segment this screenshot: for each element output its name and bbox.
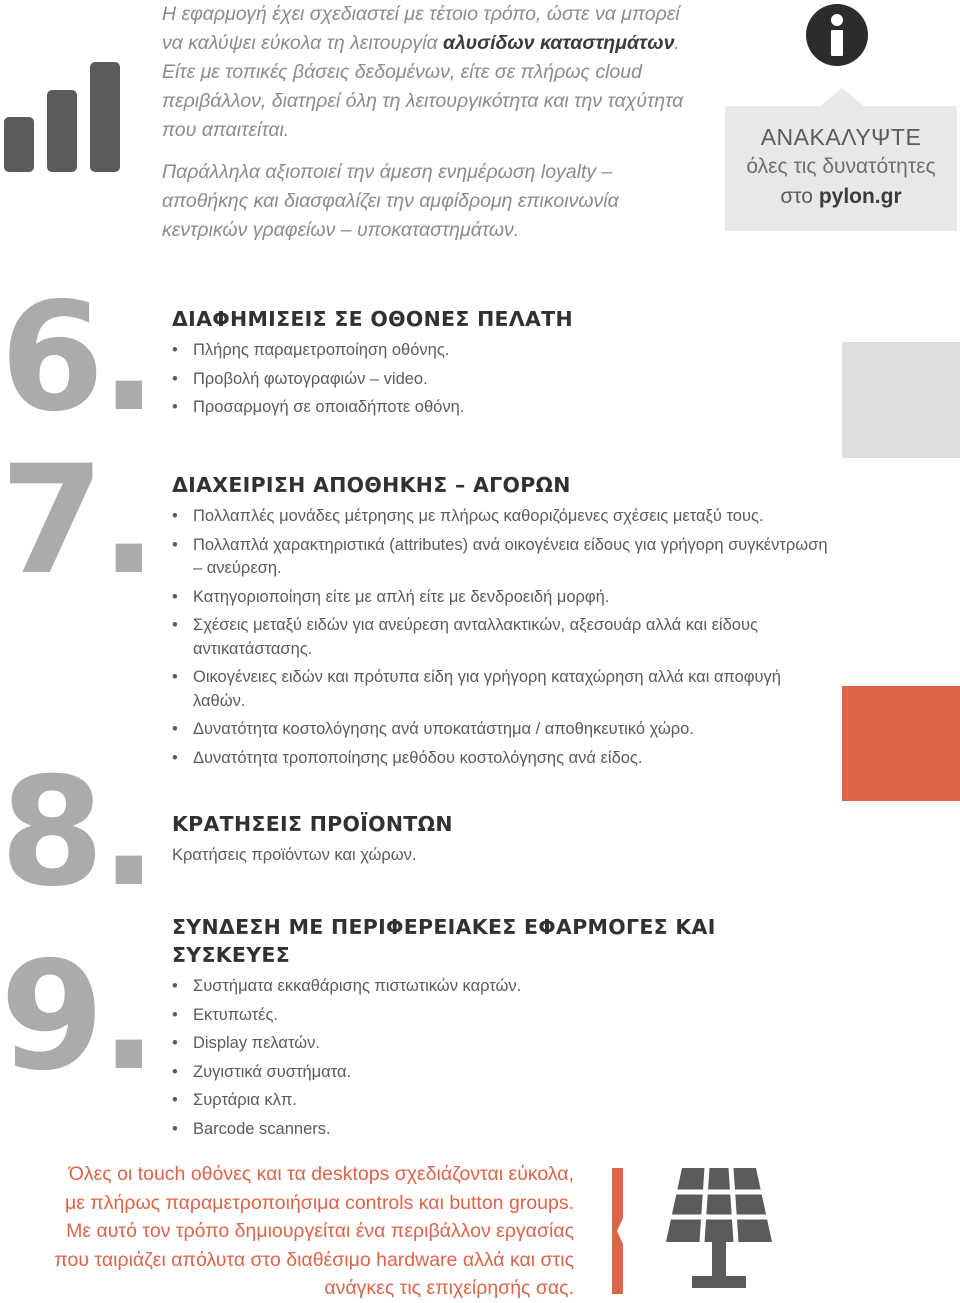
info-box-text[interactable] — [725, 122, 957, 212]
decorative-grey-square — [842, 342, 960, 458]
section-title: ΣΥΝΔΕΣΗ ΜΕ ΠΕΡΙΦΕΡΕΙΑΚΕΣ ΕΦΑΡΜΟΓΕΣ ΚΑΙ ΣΥΣΚΕΥΕΣ — [172, 915, 716, 967]
section-number-6: 6. — [0, 271, 154, 445]
list-item: • Προβολή φωτογραφιών – video. — [172, 369, 428, 388]
section-number-9: 9. — [0, 930, 154, 1104]
list-item: • Εκτυπωτές. — [172, 1005, 279, 1024]
list-item: • Πλήρης παραμετροποίηση οθόνης. — [172, 341, 450, 359]
feature-list — [172, 339, 832, 420]
list-item: • Ζυγιστικά συστήματα. — [172, 1062, 352, 1081]
list-item: • Δυνατότητα κοστολόγησης ανά υποκατάστημα / αποθηκευτικό χώρο. — [172, 720, 694, 738]
section-product-reservations — [172, 810, 832, 868]
website-link[interactable]: pylon.gr — [818, 185, 902, 208]
list-item: • Barcode scanners. — [172, 1119, 331, 1138]
intro-paragraph-2: Παράλληλα αξιοποιεί την άμεση ενημέρωση loyalty – αποθήκης και διασφαλίζει την αμφίδρομη επικοινωνία κεντρικών γραφείων – υποκαταστημάτων. — [162, 161, 619, 241]
section-customer-displays — [172, 305, 832, 425]
bar-chart-icon — [4, 62, 124, 172]
section-title: ΔΙΑΦΗΜΙΣΕΙΣ ΣΕ ΟΘΟΝΕΣ ΠΕΛΑΤΗ — [172, 307, 573, 331]
section-number-7: 7. — [0, 434, 154, 608]
info-box-title: ΑΝΑΚΑΛΥΨΤΕ — [760, 124, 922, 150]
section-text: Κρατήσεις προϊόντων και χώρων. — [172, 846, 417, 864]
list-item: • Δυνατότητα τροποποίησης μεθόδου κοστολόγησης ανά είδος. — [172, 748, 643, 767]
list-item: • Σχέσεις μεταξύ ειδών για ανεύρεση ανταλλακτικών, αξεσουάρ αλλά και είδους αντικατάστασης. — [172, 616, 758, 658]
closing-statement — [0, 1160, 574, 1303]
info-box-subtitle: όλες τις δυνατότητες — [746, 155, 936, 178]
solar-panel-icon — [664, 1160, 774, 1300]
feature-list — [172, 975, 832, 1141]
decorative-orange-square — [842, 686, 960, 801]
closing-line: που ταιριάζει απόλυτα στο διαθέσιμο hardware αλλά και στις — [54, 1248, 574, 1271]
section-warehouse-management — [172, 471, 832, 775]
intro-highlight: αλυσίδων καταστημάτων — [443, 32, 675, 54]
list-item: • Πολλαπλές μονάδες μέτρησης με πλήρως καθοριζόμενες σχέσεις μεταξύ τους. — [172, 507, 764, 525]
closing-line: με πλήρως παραμετροποιήσιμα controls και button groups. — [64, 1191, 574, 1214]
info-box-pointer — [818, 88, 866, 108]
intro-paragraph-1: Η εφαρμογή έχει σχεδιαστεί με τέτοιο τρόπο, ώστε να μπορεί να καλύψει εύκολα τη λειτουργία αλυσίδων καταστημάτων. Είτε με τοπικές βάσεις δεδομένων, είτε σε πλήρως cloud περιβάλλον, διατηρεί όλη τη λειτουργικότητα και την ταχύτητα που απαιτείται. — [162, 3, 684, 141]
section-number-8: 8. — [0, 746, 154, 920]
section-title: ΔΙΑΧΕΙΡΙΣΗ ΑΠΟΘΗΚΗΣ – ΑΓΟΡΩΝ — [172, 473, 571, 497]
list-item: • Πολλαπλά χαρακτηριστικά (attributes) ανά οικογένεια είδους για γρήγορη συγκέντρωση – ανεύρεση. — [172, 535, 828, 577]
feature-list — [172, 505, 832, 770]
list-item: • Συστήματα εκκαθάρισης πιστωτικών καρτών. — [172, 977, 522, 995]
list-item: • Οικογένειες ειδών και πρότυπα είδη για γρήγορη καταχώρηση αλλά και αποφυγή λαθών. — [172, 668, 781, 710]
info-box-link-line: στο pylon.gr — [780, 185, 902, 208]
list-item: • Κατηγοριοποίηση είτε με απλή είτε με δενδροειδή μορφή. — [172, 587, 610, 606]
accent-bar — [612, 1168, 623, 1294]
closing-line: Όλες οι touch οθόνες και τα desktops σχεδιάζονται εύκολα, — [68, 1163, 574, 1185]
closing-line: Με αυτό τον τρόπο δημιουργείται ένα περιβάλλον εργασίας — [66, 1220, 574, 1242]
section-peripheral-devices — [172, 913, 832, 1146]
list-item: • Display πελατών. — [172, 1034, 320, 1052]
list-item: • Συρτάρια κλπ. — [172, 1091, 297, 1109]
info-icon — [806, 4, 868, 66]
list-item: • Προσαρμογή σε οποιαδήποτε οθόνη. — [172, 398, 465, 416]
section-title: ΚΡΑΤΗΣΕΙΣ ΠΡΟΪΟΝΤΩΝ — [172, 812, 453, 836]
intro-text — [162, 0, 702, 258]
closing-line: ανάγκες τις επιχείρησής σας. — [324, 1277, 574, 1299]
